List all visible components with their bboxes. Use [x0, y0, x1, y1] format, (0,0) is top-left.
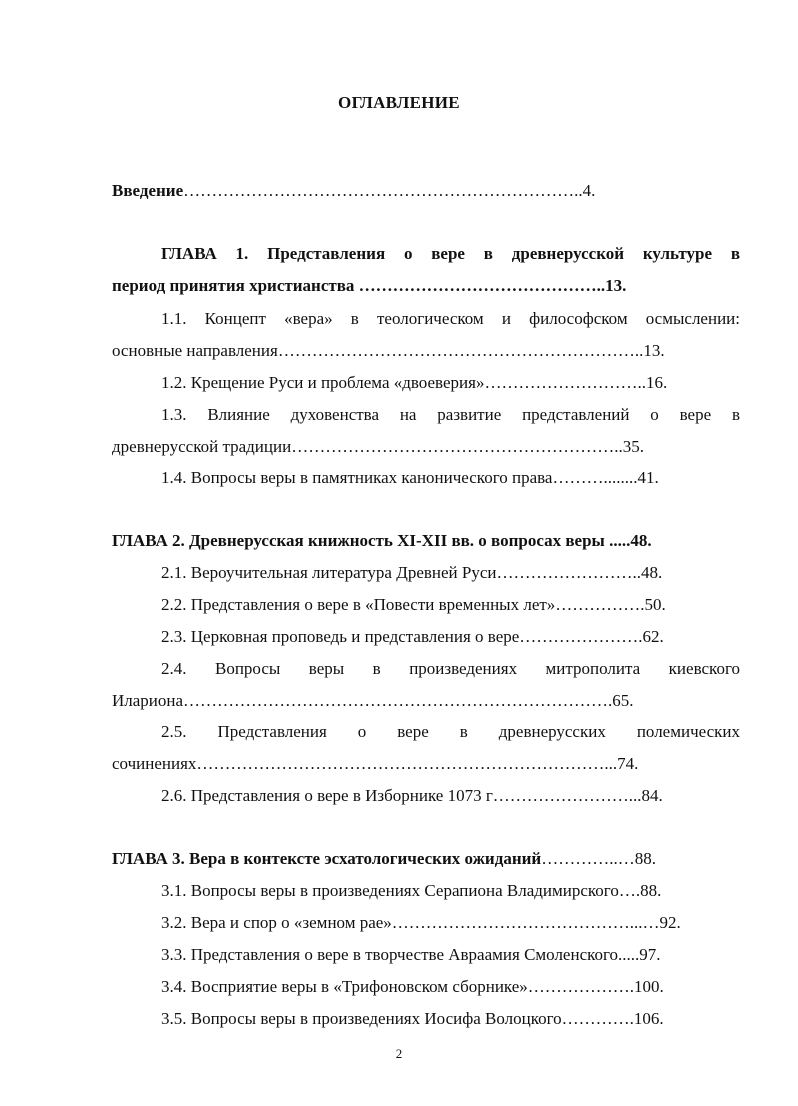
toc-section-1-4: 1.4. Вопросы веры в памятниках канонического права………........41.: [161, 468, 659, 487]
toc-entry-intro-text: Введение: [112, 181, 184, 200]
toc-chapter-3: [112, 848, 656, 870]
toc-chapter-1-line2: период принятия христианства ……………………………………..13.: [112, 276, 627, 295]
toc-section-2-2: 2.2. Представления о вере в «Повести временных лет»…………….50.: [161, 595, 666, 614]
toc-section-3-1: 3.1. Вопросы веры в произведениях Серапиона Владимирского….88.: [161, 881, 662, 900]
toc-section-1-2: 1.2. Крещение Руси и проблема «двоеверия»………………………..16.: [161, 373, 668, 392]
toc-entry-intro-dots: ……………………………………………………………..: [183, 181, 583, 200]
toc-chapter-3-title: ГЛАВА 3. Вера в контексте эсхатологических ожиданий: [112, 849, 542, 868]
toc-entry-intro: [112, 180, 595, 202]
toc-chapter-2: ГЛАВА 2. Древнерусская книжность XI-XII вв. о вопросах веры .....48.: [112, 531, 652, 550]
toc-section-2-6: 2.6. Представления о вере в Изборнике 1073 г……………………...84.: [161, 786, 663, 805]
toc-section-2-4-line1: 2.4. Вопросы веры в произведениях митрополита киевского: [161, 659, 740, 678]
toc-section-3-3: 3.3. Представления о вере в творчестве Авраамия Смоленского.....97.: [161, 945, 661, 964]
toc-section-3-2: 3.2. Вера и спор о «земном рае»……………………………………...…92.: [161, 913, 681, 932]
toc-section-2-3: 2.3. Церковная проповедь и представления о вере………………….62.: [161, 627, 664, 646]
toc-section-1-1-line1: 1.1. Концепт «вера» в теологическом и философском осмыслении:: [161, 309, 740, 328]
toc-chapter-1-line1: ГЛАВА 1. Представления о вере в древнерусской культуре в: [161, 244, 740, 263]
toc-section-2-5-line1: 2.5. Представления о вере в древнерусских полемических: [161, 722, 740, 741]
toc-section-1-3-line1: 1.3. Влияние духовенства на развитие представлений о вере в: [161, 405, 740, 424]
page-number: 2: [395, 1046, 403, 1061]
toc-section-3-5: 3.5. Вопросы веры в произведениях Иосифа Волоцкого………….106.: [161, 1009, 664, 1028]
toc-section-2-5-line2: сочинениях………………………………………………………………...74.: [112, 754, 639, 773]
page-title: ОГЛАВЛЕНИЕ: [338, 93, 460, 112]
toc-section-1-3-line2: древнерусской традиции…………………………………………………..35.: [112, 437, 644, 456]
toc-chapter-3-page: …………..…88.: [541, 849, 656, 868]
toc-section-3-4: 3.4. Восприятие веры в «Трифоновском сборнике»……………….100.: [161, 977, 664, 996]
toc-section-2-4-line2: Илариона………………………………………………………………….65.: [112, 691, 634, 710]
toc-entry-intro-page: 4.: [582, 181, 596, 200]
toc-section-2-1: 2.1. Вероучительная литература Древней Руси……………………..48.: [161, 563, 663, 582]
toc-section-1-1-line2: основные направления………………………………………………………..13.: [112, 341, 665, 360]
